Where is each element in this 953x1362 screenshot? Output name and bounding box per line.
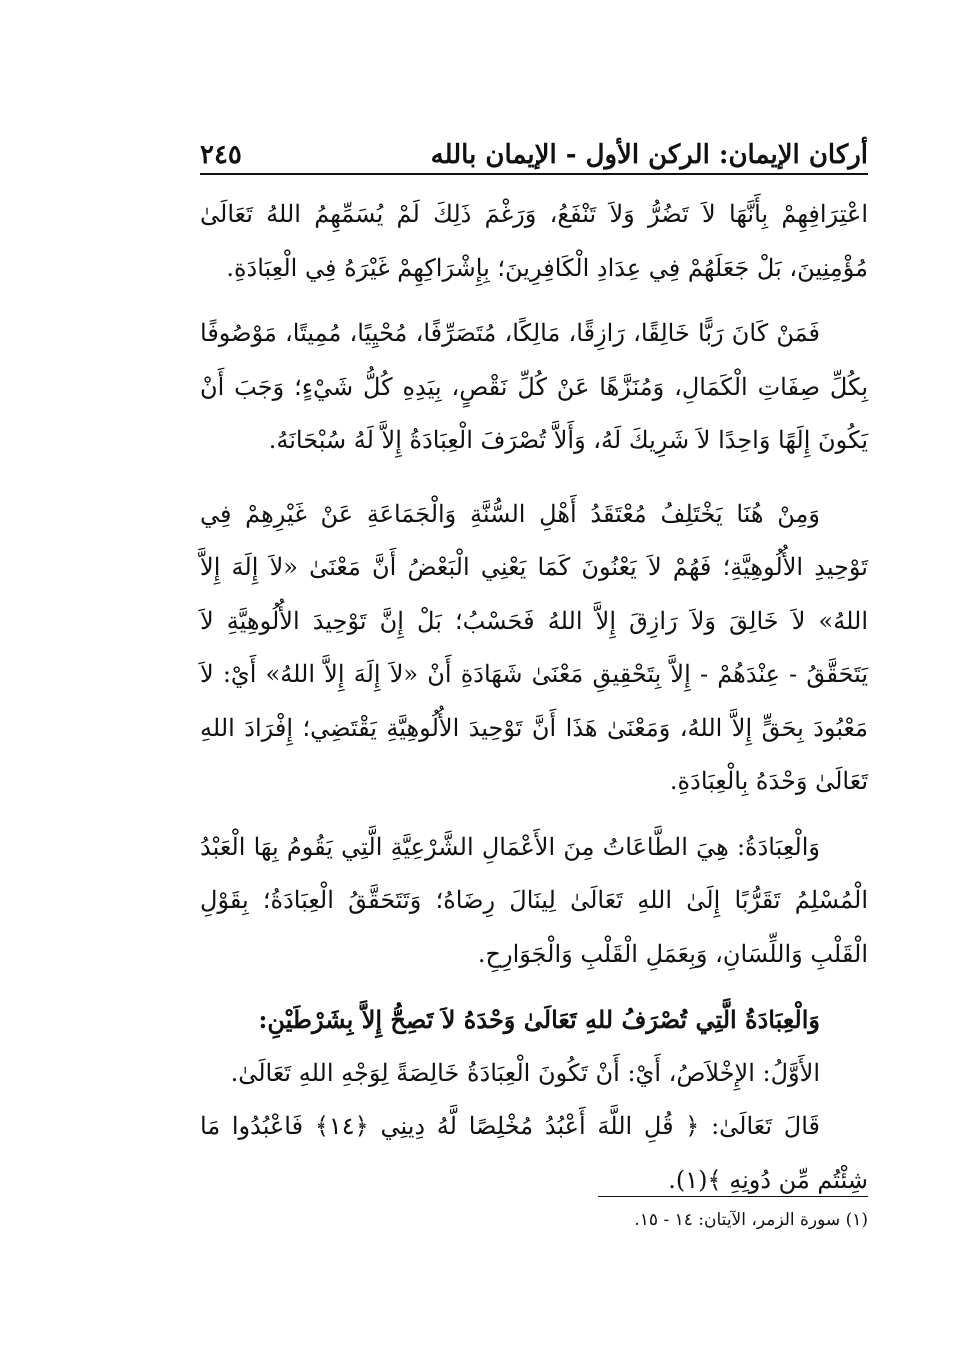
paragraph-5: وَالْعِبَادَةُ الَّتِي تُصْرَفُ للهِ تَعَالَىٰ وَحْدَهُ لاَ تَصِحُّ إِلاَّ بِشَرْطَيْنِ: (258, 1005, 820, 1034)
running-title: أركان الإيمان: الركن الأول - الإيمان بالله (430, 140, 868, 170)
quran-quote: قَالَ تَعَالَىٰ: ﴿ قُلِ اللَّهَ أَعْبُدُ مُخْلِصًا لَّهُ دِينِي ﴿١٤﴾ فَاعْبُدُوا مَا شِئْتُم مِّن دُونِهِ ﴾(١). (200, 1112, 868, 1194)
main-text (200, 188, 868, 1207)
footnote-divider (598, 1196, 868, 1197)
page-number: ٢٤٥ (200, 140, 242, 170)
paragraph-4: وَالْعِبَادَةُ: هِيَ الطَّاعَاتُ مِنَ الأَعْمَالِ الشَّرْعِيَّةِ الَّتِي يَقُومُ بِهَا الْعَبْدُ الْمُسْلِمُ تَقَرُّبًا إِلَىٰ اللهِ تَعَالَىٰ لِينَالَ رِضَاهُ؛ وَتَتَحَقَّقُ الْعِبَادَةُ؛ بِقَوْلِ الْقَلْبِ وَاللِّسَانِ، وَبِعَمَلِ الْقَلْبِ وَالْجَوَارِحِ. (200, 832, 868, 968)
header-divider (200, 173, 868, 175)
footnote: (١) سورة الزمر، الآيتان: ١٤ - ١٥. (634, 1210, 868, 1230)
paragraph-1: اعْتِرَافِهِمْ بِأَنَّهَا لاَ تَضُرُّ وَلاَ تَنْفَعُ، وَرَغْمَ ذَلِكَ لَمْ يُسَمِّهِمُ اللهُ تَعَالَىٰ مُؤْمِنِينَ، بَلْ جَعَلَهُمْ فِي عِدَادِ الْكَافِرِينَ؛ بِإِشْرَاكِهِمْ غَيْرَهُ فِي الْعِبَادَةِ. (200, 200, 868, 282)
paragraph-2: فَمَنْ كَانَ رَبًّا خَالِقًا، رَازِقًا، مَالِكًا، مُتَصَرِّفًا، مُحْيِيًا، مُمِيتًا، مَوْصُوفًا بِكُلِّ صِفَاتِ الْكَمَالِ، وَمُنَزَّهًا عَنْ كُلِّ نَقْصٍ، بِيَدِهِ كُلُّ شَيْءٍ؛ وَجَبَ أَنْ يَكُونَ إِلَهًا وَاحِدًا لاَ شَرِيكَ لَهُ، وَأَلاَّ تُصْرَفَ الْعِبَادَةُ إِلاَّ لَهُ سُبْحَانَهُ. (200, 319, 868, 454)
paragraph-6: الأَوَّلُ: الإِخْلاَصُ، أَيْ: أَنْ تَكُونَ الْعِبَادَةُ خَالِصَةً لِوَجْهِ اللهِ تَعَالَىٰ. (230, 1058, 820, 1087)
page-header (200, 122, 868, 170)
paragraph-3: وَمِنْ هُنَا يَخْتَلِفُ مُعْتَقَدُ أَهْلِ السُّنَّةِ وَالْجَمَاعَةِ عَنْ غَيْرِهِمْ فِي تَوْحِيدِ الأُلُوهِيَّةِ؛ فَهُمْ لاَ يَعْنُونَ كَمَا يَعْنِي الْبَعْضُ أَنَّ مَعْنَىٰ «لاَ إِلَهَ إِلاَّ اللهُ» لاَ خَالِقَ وَلاَ رَازِقَ إِلاَّ اللهُ فَحَسْبُ؛ بَلْ إِنَّ تَوْحِيدَ الأُلُوهِيَّةِ لاَ يَتَحَقَّقُ - عِنْدَهُمْ - إِلاَّ بِتَحْقِيقِ مَعْنَىٰ شَهَادَةِ أَنْ «لاَ إِلَهَ إِلاَّ اللهُ» أَيْ: لاَ مَعْبُودَ بِحَقٍّ إِلاَّ اللهُ، وَمَعْنَىٰ هَذَا أَنَّ تَوْحِيدَ الأُلُوهِيَّةِ يَقْتَضِي؛ إِفْرَادَ اللهِ تَعَالَىٰ وَحْدَهُ بِالْعِبَادَةِ. (200, 499, 868, 795)
